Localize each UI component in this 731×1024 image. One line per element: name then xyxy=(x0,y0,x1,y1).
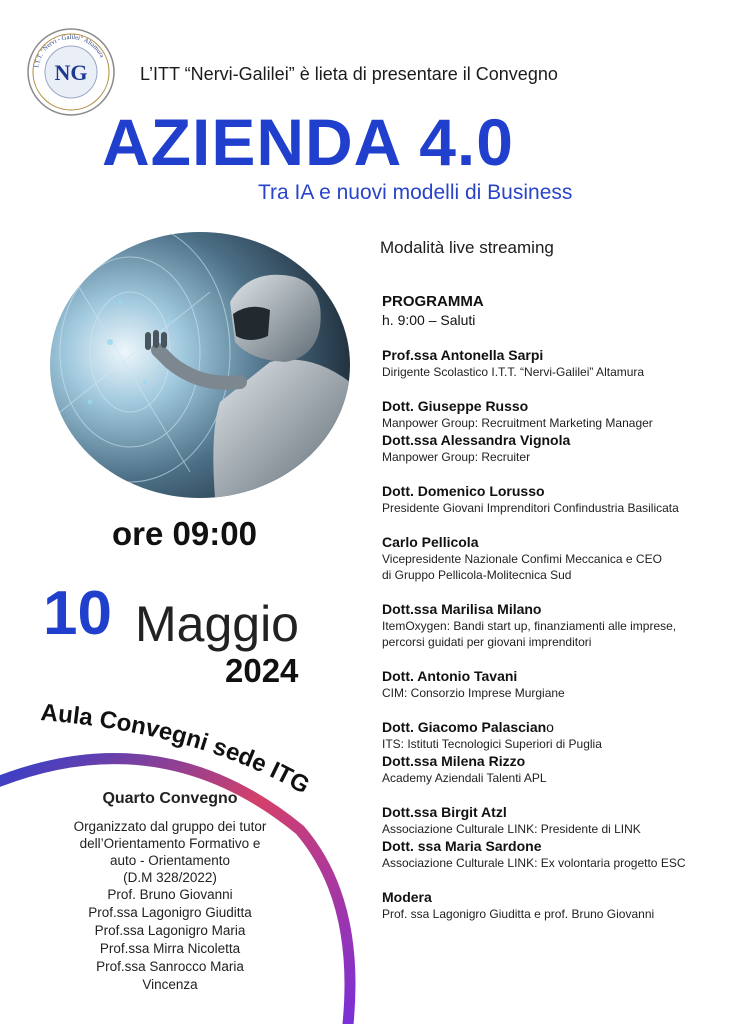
event-day: 10 xyxy=(43,579,112,648)
speaker-name: Dott. Antonio Tavani xyxy=(382,668,518,684)
program-heading: PROGRAMMA xyxy=(382,293,484,310)
speaker-name: Carlo Pellicola xyxy=(382,534,479,550)
event-title: AZIENDA 4.0 xyxy=(102,105,514,179)
program-opening: h. 9:00 – Saluti xyxy=(382,312,476,328)
speaker-name: Dott. Giacomo Palasciano xyxy=(382,719,554,735)
speaker-role: Associazione Culturale LINK: Ex volontaria progetto ESC xyxy=(382,856,686,870)
moderator-names: Prof. ssa Lagonigro Giuditta e prof. Bruno Giovanni xyxy=(382,907,655,921)
organizer-name: Prof.ssa Lagonigro Giuditta xyxy=(88,905,252,920)
organizer-name: Prof.ssa Sanrocco Maria xyxy=(96,959,244,974)
speaker-role: Manpower Group: Recruitment Marketing Manager xyxy=(382,416,653,430)
speaker-role: Manpower Group: Recruiter xyxy=(382,450,531,464)
description-line: Organizzato dal gruppo dei tutor xyxy=(73,819,267,834)
speaker-name: Prof.ssa Antonella Sarpi xyxy=(382,347,544,363)
speaker-role: Presidente Giovani Imprenditori Confindustria Basilicata xyxy=(382,501,679,515)
speaker-name: Dott.ssa Marilisa Milano xyxy=(382,601,542,617)
speaker-name: Dott. Giuseppe Russo xyxy=(382,398,529,414)
organizer-name: Prof.ssa Lagonigro Maria xyxy=(94,923,246,938)
svg-text:I.T.T. "Nervi - Galilei" Altam: I.T.T. "Nervi - Galilei" Altamura xyxy=(33,33,106,69)
description-line: dell’Orientamento Formativo e xyxy=(79,836,261,851)
event-time: ore 09:00 xyxy=(112,515,257,552)
organizers-block xyxy=(20,790,320,994)
speaker-role: Academy Aziendali Talenti APL xyxy=(382,771,547,785)
organizer-name: Prof.ssa Mirra Nicoletta xyxy=(99,941,241,956)
school-logo xyxy=(27,28,115,116)
speaker-role: ITS: Istituti Tecnologici Superiori di Puglia xyxy=(382,737,602,751)
organizers-description xyxy=(20,818,320,886)
speaker-name: Dott. Domenico Lorusso xyxy=(382,483,545,499)
intro-line: L’ITT “Nervi-Galilei” è lieta di presentare il Convegno xyxy=(140,64,558,84)
organizer-name: Prof. Bruno Giovanni xyxy=(107,887,233,902)
organizer-name: Vincenza xyxy=(142,977,198,992)
speaker-name: Dott. ssa Maria Sardone xyxy=(382,838,542,854)
event-year: 2024 xyxy=(225,652,299,689)
speaker-name: Dott.ssa Alessandra Vignola xyxy=(382,432,571,448)
speaker-role: Dirigente Scolastico I.T.T. “Nervi-Galilei” Altamura xyxy=(382,365,645,379)
streaming-mode: Modalità live streaming xyxy=(380,238,554,257)
speaker-role: ItemOxygen: Bandi start up, finanziamenti alle imprese, percorsi guidati per giovani imprenditori xyxy=(382,619,677,649)
robot-hero-image xyxy=(50,232,350,498)
program-list xyxy=(382,292,727,922)
organizers-people xyxy=(20,886,320,994)
speaker-role: CIM: Consorzio Imprese Murgiane xyxy=(382,686,565,700)
speaker-role: Associazione Culturale LINK: Presidente di LINK xyxy=(382,822,641,836)
organizers-title: Quarto Convegno xyxy=(102,790,238,807)
speaker-role: Vicepresidente Nazionale Confimi Meccanica e CEO di Gruppo Pellicola-Molitecnica Sud xyxy=(382,552,662,582)
description-line: (D.M 328/2022) xyxy=(123,870,217,885)
event-subtitle: Tra IA e nuovi modelli di Business xyxy=(258,181,573,204)
event-month: Maggio xyxy=(135,596,299,652)
speaker-name: Dott.ssa Milena Rizzo xyxy=(382,753,526,769)
description-line: auto - Orientamento xyxy=(109,853,231,868)
venue-label: Aula Convegni sede ITG xyxy=(39,699,315,800)
speaker-name: Dott.ssa Birgit Atzl xyxy=(382,804,507,820)
moderator-label: Modera xyxy=(382,889,432,905)
logo-letters: NG xyxy=(54,60,88,85)
